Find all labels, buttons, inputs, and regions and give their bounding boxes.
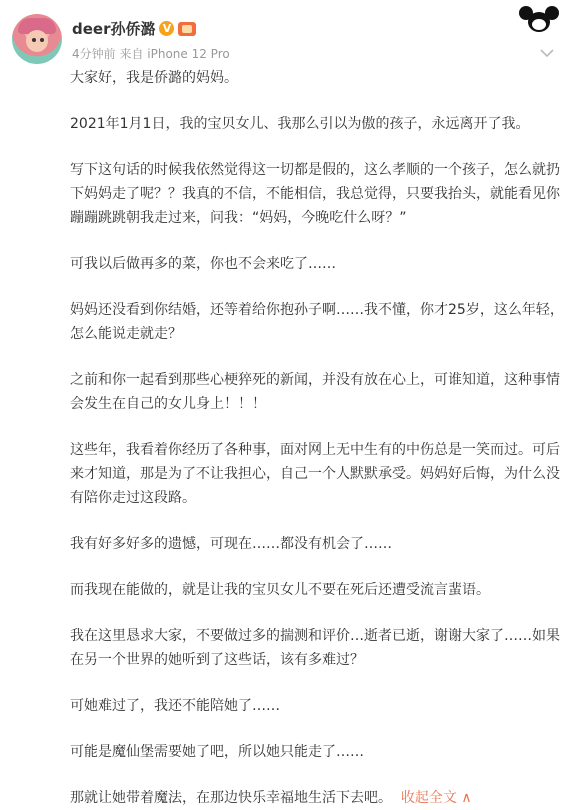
paragraph: 妈妈还没看到你结婚，还等着给你抱孙子啊……我不懂，你才25岁，这么年轻，怎么能说走就走？ [70,302,564,342]
chevron-down-icon[interactable] [535,46,559,62]
user-avatar[interactable] [12,14,62,64]
paragraph: 大家好，我是侨潞的妈妈。 [70,70,238,86]
last-paragraph [70,786,570,810]
paragraph: 2021年1月1日，我的宝贝女儿、我那么引以为傲的孩子，永远离开了我。 [70,116,530,132]
paragraph: 可我以后做再多的菜，你也不会来吃了…… [70,256,336,272]
verified-v-icon: V [159,21,174,36]
paragraph-text: 那就让她带着魔法，在那边快乐幸福地生活下去吧。 [70,790,392,806]
chevron-up-icon[interactable]: ∧ [461,790,472,806]
post-body [70,66,570,810]
paragraph: 可她难过了，我还不能陪她了…… [70,698,280,714]
paragraph: 这些年，我看着你经历了各种事，面对网上无中生有的中伤总是一笑而过。可后来才知道，那是为了不让我担心，自己一个人默默承受。妈妈好后悔，为什么没有陪你走过这段路。 [70,442,560,506]
collapse-text-link[interactable]: 收起全文 [400,790,457,806]
paragraph: 我在这里恳求大家，不要做过多的揣测和评价…逝者已逝，谢谢大家了……如果在另一个世界的她听到了这些话，该有多难过？ [70,628,560,668]
paragraph: 之前和你一起看到那些心梗猝死的新闻，并没有放在心上，可谁知道，这种事情会发生在自己的女儿身上！！！ [70,372,560,412]
avatar-eye-right [40,38,44,42]
paragraph: 可能是魔仙堡需要她了吧，所以她只能走了…… [70,744,364,760]
paragraph: 我有好多好多的遗憾，可现在……都没有机会了…… [70,536,392,552]
avatar-face [26,30,48,52]
paragraph: 写下这句话的时候我依然觉得这一切都是假的，这么孝顺的一个孩子，怎么就扔下妈妈走了呢？？我真的不信，不能相信，我总觉得，只要我抬头，就能看见你蹦蹦跳跳朝我走过来，问我：“妈妈，今晚吃什么呀？” [70,162,560,226]
paragraph: 而我现在能做的，就是让我的宝贝女儿不要在死后还遭受流言蜚语。 [70,582,490,598]
username-link[interactable]: deer孙侨潞 [72,20,156,38]
avatar-eye-left [32,38,36,42]
post-header [72,18,196,39]
member-badge-icon [178,22,196,36]
post-meta: 4分钟前 来自 iPhone 12 Pro [72,47,230,61]
mickey-mouse-decoration-icon [519,6,559,38]
